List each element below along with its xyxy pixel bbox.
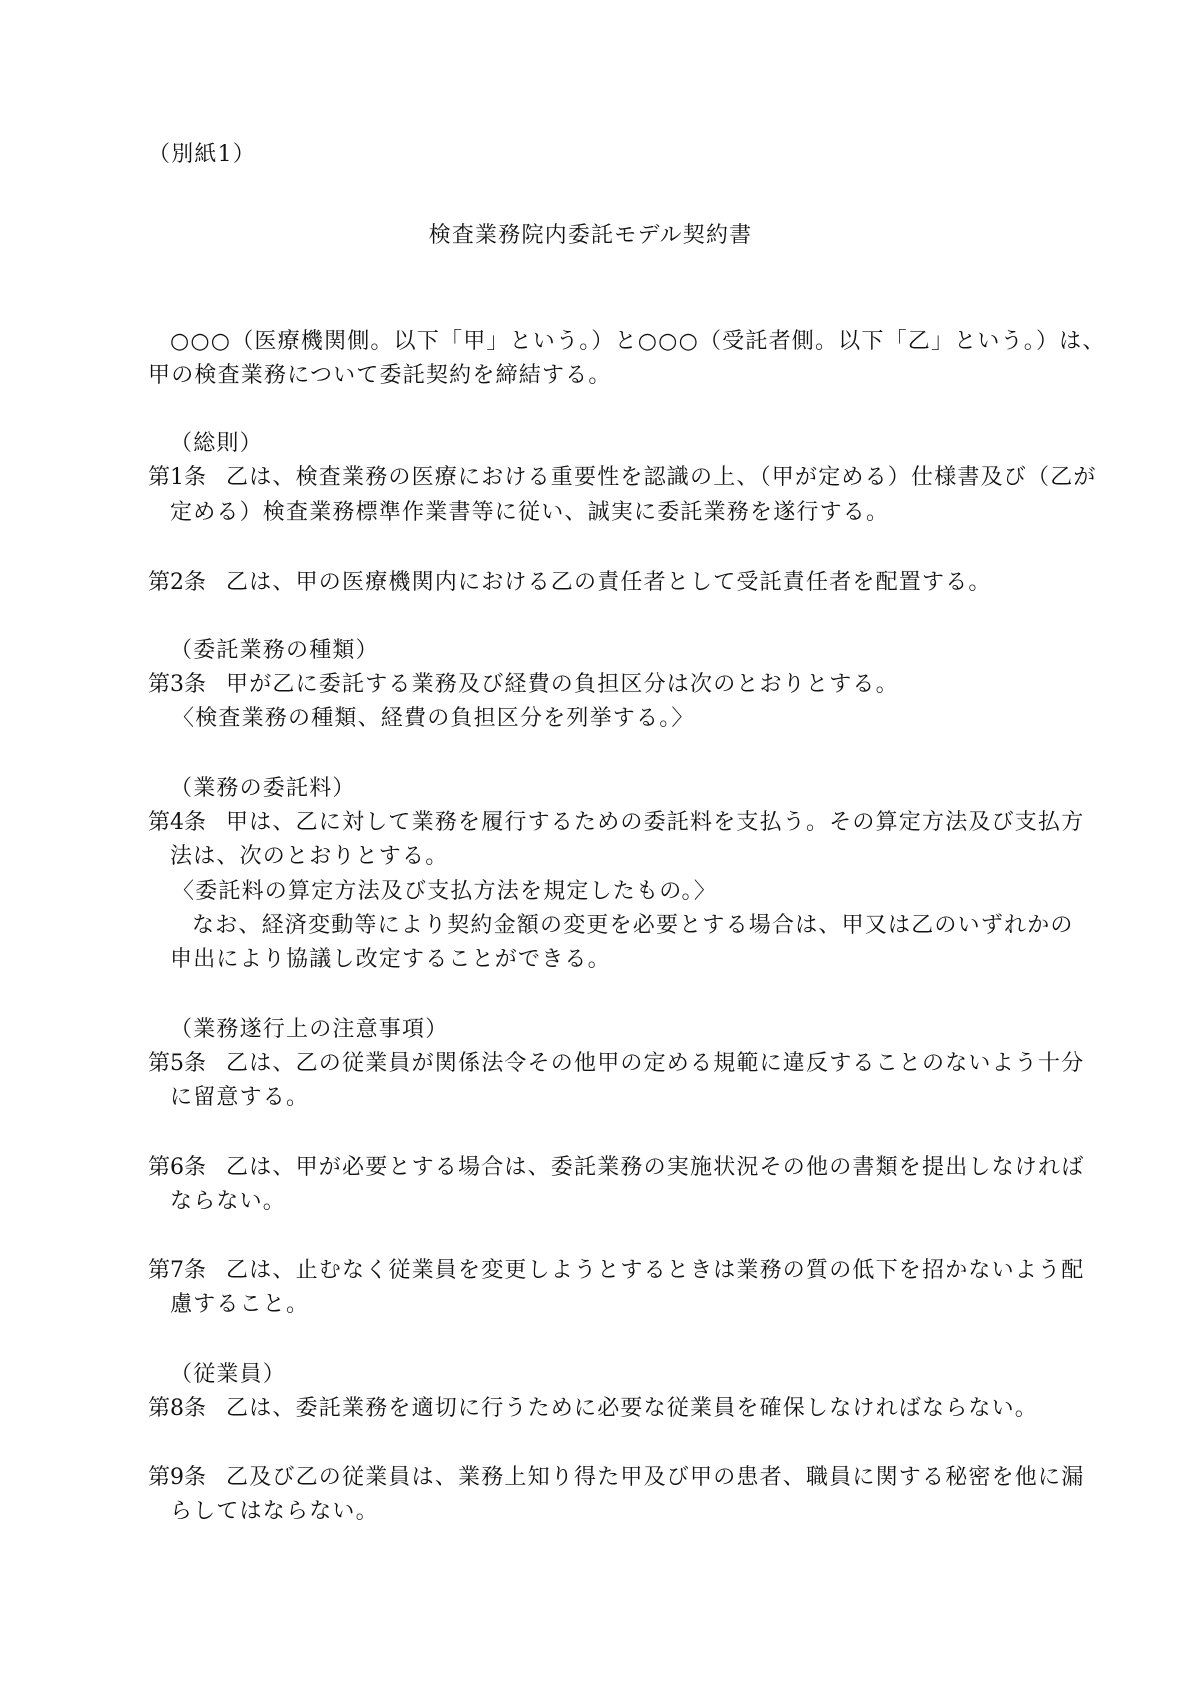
article-4-number: 第4条 xyxy=(148,810,206,835)
article-9-line-1: 乙及び乙の従業員は、業務上知り得た甲及び甲の患者、職員に関する秘密を他に漏 xyxy=(226,1465,1085,1490)
article-1-number: 第1条 xyxy=(148,465,206,490)
article-4-line-2: 法は、次のとおりとする。 xyxy=(170,844,449,869)
article-3-line-1: 甲が乙に委託する業務及び経費の負担区分は次のとおりとする。 xyxy=(226,672,899,697)
article-2-line-1: 乙は、甲の医療機関内における乙の責任者として受託責任者を配置する。 xyxy=(226,570,992,595)
article-3-number: 第3条 xyxy=(148,672,206,697)
section-heading-notes: （業務遂行上の注意事項） xyxy=(170,1017,449,1042)
article-9-number: 第9条 xyxy=(148,1465,206,1490)
article-9-line-2: らしてはならない。 xyxy=(170,1499,379,1524)
document-title: 検査業務院内委託モデル契約書 xyxy=(428,223,753,248)
article-5-line-1: 乙は、乙の従業員が関係法令その他甲の定める規範に違反することのないよう十分 xyxy=(226,1051,1085,1076)
section-heading-staff: （従業員） xyxy=(170,1362,287,1387)
article-1-line-1: 乙は、検査業務の医療における重要性を認識の上、（甲が定める）仕様書及び（乙が xyxy=(226,465,1097,490)
attachment-label: （別紙1） xyxy=(148,142,256,167)
article-6-number: 第6条 xyxy=(148,1155,206,1180)
article-4-line-3: 〈委託料の算定方法及び支払方法を規定したもの。〉 xyxy=(172,879,717,904)
article-8-line-1: 乙は、委託業務を適切に行うために必要な従業員を確保しなければならない。 xyxy=(226,1396,1039,1421)
article-6-line-2: ならない。 xyxy=(170,1189,287,1214)
article-8-number: 第8条 xyxy=(148,1396,206,1421)
article-4-line-4: なお、経済変動等により契約金額の変更を必要とする場合は、甲又は乙のいずれかの xyxy=(192,913,1074,938)
section-heading-fee: （業務の委託料） xyxy=(170,776,356,801)
section-heading-general: （総則） xyxy=(170,431,263,456)
article-5-line-2: に留意する。 xyxy=(170,1085,310,1110)
article-7-line-1: 乙は、止むなく従業員を変更しようとするときは業務の質の低下を招かないよう配 xyxy=(226,1258,1085,1283)
article-7-number: 第7条 xyxy=(148,1258,206,1283)
article-3-line-2: 〈検査業務の種類、経費の負担区分を列挙する。〉 xyxy=(172,706,695,731)
article-6-line-1: 乙は、甲が必要とする場合は、委託業務の実施状況その他の書類を提出しなければ xyxy=(226,1155,1085,1180)
article-4-line-5: 申出により協議し改定することができる。 xyxy=(170,947,611,972)
preamble-line-2: 甲の検査業務について委託契約を締結する。 xyxy=(148,363,612,388)
preamble-line-1: ○○○（医療機関側。以下「甲」という。）と○○○（受託者側。以下「乙」という。）は、 xyxy=(170,329,1106,354)
article-1-line-2: 定める）検査業務標準作業書等に従い、誠実に委託業務を遂行する。 xyxy=(170,500,890,525)
article-4-line-1: 甲は、乙に対して業務を履行するための委託料を支払う。その算定方法及び支払方 xyxy=(226,810,1085,835)
section-heading-types: （委託業務の種類） xyxy=(170,638,379,663)
article-7-line-2: 慮すること。 xyxy=(170,1292,310,1317)
article-2-number: 第2条 xyxy=(148,570,206,595)
article-5-number: 第5条 xyxy=(148,1051,206,1076)
